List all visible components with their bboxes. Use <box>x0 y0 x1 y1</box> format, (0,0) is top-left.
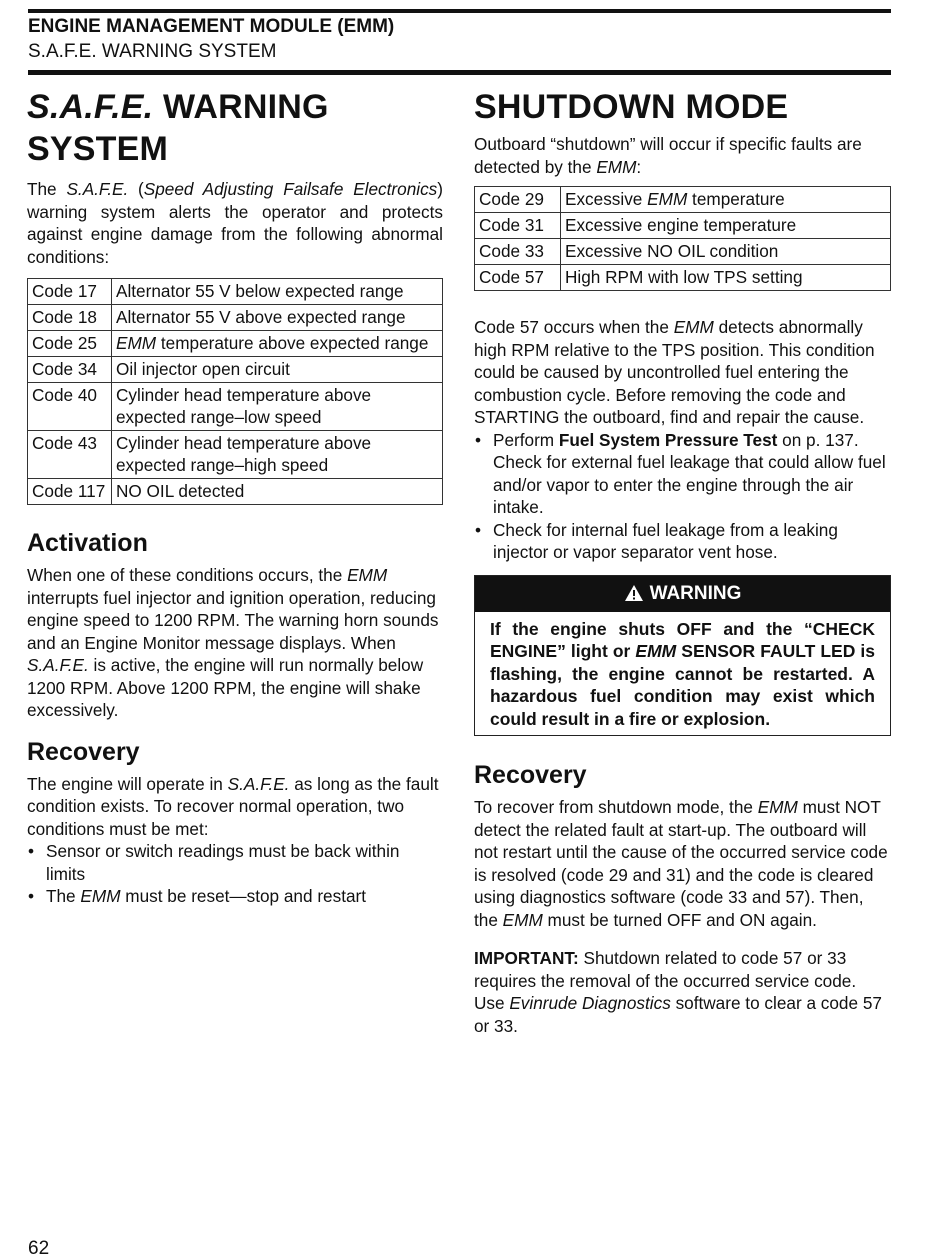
shutdown-mode-title: SHUTDOWN MODE <box>474 88 789 126</box>
recovery-paragraph-left: The engine will operate in S.A.F.E. as long as the fault condition exists. To recover normal operation, two conditions must be met: <box>27 773 439 839</box>
right-column <box>474 86 891 1037</box>
left-column <box>27 86 443 908</box>
table-row: Code 33 Excessive NO OIL condition <box>475 239 891 265</box>
list-item: • Sensor or switch readings must be back within limits <box>28 841 400 884</box>
recovery-bullet-list <box>27 840 443 908</box>
shutdown-code-table <box>474 186 891 291</box>
table-row: Code 18 Alternator 55 V above expected range <box>28 305 443 331</box>
running-header-title: ENGINE MANAGEMENT MODULE (EMM) <box>28 16 395 37</box>
fuel-check-bullet-list <box>474 429 891 564</box>
safe-code-table <box>27 278 443 505</box>
code57-paragraph: Code 57 occurs when the EMM detects abnormally high RPM relative to the TPS position. This condition could be caused by uncontrolled fuel entering the combustion cycle. Before removing the code and STARTING the outboard, find and repair the cause. <box>474 317 875 427</box>
warning-triangle-icon <box>624 584 644 602</box>
warning-text: If the engine shuts OFF and the “CHECK ENGINE” light or EMM SENSOR FAULT LED is flashing, the engine cannot be restarted. A hazardous fuel condition may exist which could result in a fire or explosion. <box>490 618 875 729</box>
warning-box <box>474 575 891 737</box>
table-row: Code 43 Cylinder head temperature above expected range–high speed <box>28 431 443 479</box>
top-rule <box>28 9 891 13</box>
table-row: Code 40 Cylinder head temperature above expected range–low speed <box>28 383 443 431</box>
recovery-heading-left: Recovery <box>27 737 140 766</box>
table-row: Code 25 EMM temperature above expected range <box>28 331 443 357</box>
warning-header <box>475 576 890 612</box>
list-item: • The EMM must be reset—stop and restart <box>28 886 367 906</box>
header-rule <box>28 70 891 75</box>
table-row: Code 31 Excessive engine temperature <box>475 213 891 239</box>
page-number: 62 <box>28 1238 50 1259</box>
safe-warning-title: S.A.F.E. WARNING SYSTEM <box>27 88 329 168</box>
activation-heading: Activation <box>27 529 148 557</box>
warning-label: WARNING <box>649 582 742 604</box>
recovery-paragraph-right: To recover from shutdown mode, the EMM must NOT detect the related fault at start-up. The outboard will not restart until the cause of the occurred service code is resolved (code 29 and 31) and the code is cleared using diagnostics software (code 33 and 57). Then, the EMM must be turned OFF and ON again. <box>474 797 888 930</box>
important-note: IMPORTANT: Shutdown related to code 57 or 33 requires the removal of the occurred service code. Use Evinrude Diagnostics software to clear a code 57 or 33. <box>474 948 882 1036</box>
table-row: Code 57 High RPM with low TPS setting <box>475 265 891 291</box>
activation-paragraph: When one of these conditions occurs, the EMM interrupts fuel injector and ignition operation, reducing engine speed to 1200 RPM. The warning horn sounds and an Engine Monitor message displays. When S.A.F.E. is active, the engine will run normally below 1200 RPM. Above 1200 RPM, the engine will shake excessively. <box>27 565 439 720</box>
table-row: Code 117 NO OIL detected <box>28 479 443 505</box>
recovery-heading-right: Recovery <box>474 761 587 789</box>
list-item: • Check for internal fuel leakage from a leaking injector or vapor separator vent hose. <box>475 519 838 562</box>
list-item: • Perform Fuel System Pressure Test on p. 137. Check for external fuel leakage that could allow fuel and/or vapor to enter the engine through the air intake. <box>475 429 886 517</box>
table-row: Code 17 Alternator 55 V below expected range <box>28 279 443 305</box>
table-row: Code 29 Excessive EMM temperature <box>475 187 891 213</box>
safe-intro-paragraph: The S.A.F.E. (Speed Adjusting Failsafe Electronics) warning system alerts the operator and protects against engine damage from the following abnormal conditions: <box>27 179 443 267</box>
running-header-subtitle: S.A.F.E. WARNING SYSTEM <box>28 41 277 62</box>
shutdown-intro-paragraph: Outboard “shutdown” will occur if specific faults are detected by the EMM: <box>474 134 862 177</box>
table-row: Code 34 Oil injector open circuit <box>28 357 443 383</box>
